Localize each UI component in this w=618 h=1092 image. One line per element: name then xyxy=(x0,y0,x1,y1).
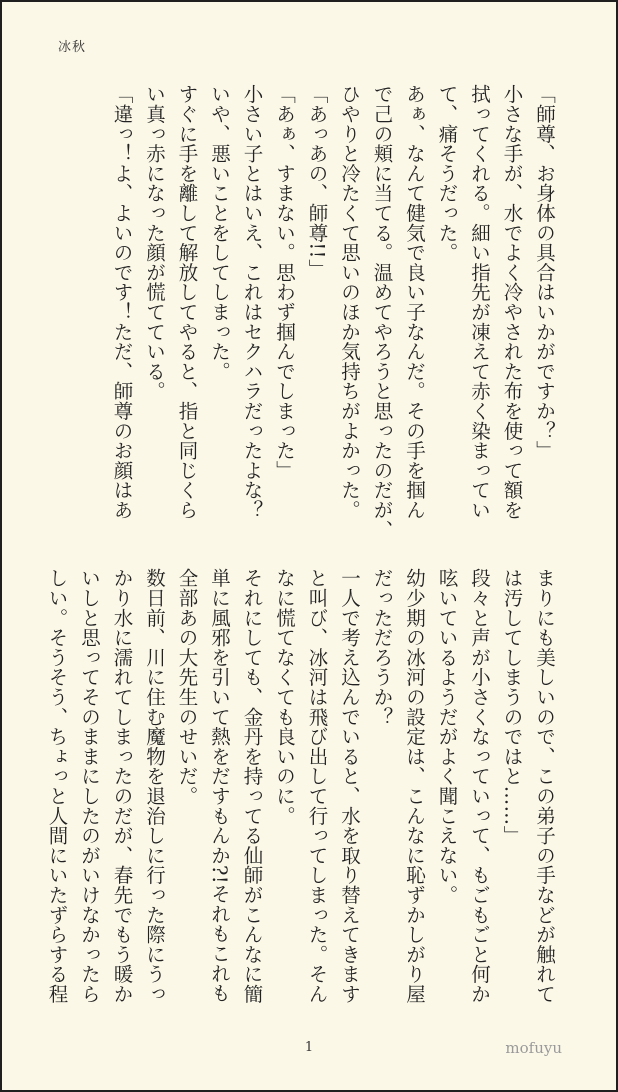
text-line: しい。そうそう、ちょっと人間にいたずらする程 xyxy=(45,568,69,1004)
text-line: いや、悪いことをしてしまった。 xyxy=(208,84,231,381)
text-line: それにしても、金丹を持ってる仙師がこんなに簡 xyxy=(240,568,264,1004)
text-line: 幼少期の冰河の設定は、こんなに恥ずかしがり屋 xyxy=(403,568,426,1004)
text-line: て、痛そうだった。 xyxy=(435,84,459,263)
text-block-bottom xyxy=(45,568,560,1004)
text-line: すぐに手を離して解放してやると、指と同じくら xyxy=(175,84,199,520)
text-line: だっただろうか？ xyxy=(370,568,394,727)
text-line: かり水に濡れてしまったのだが、春先でもう暖か xyxy=(110,568,134,1004)
text-line: いしと思ってそのままにしたのがいけなかったら xyxy=(78,568,101,1004)
text-line: 呟いているようだがよく聞こえない。 xyxy=(435,568,459,905)
text-line: まりにも美しいので、この弟子の手などが触れて xyxy=(533,568,556,1004)
text-line: 全部あの大先生のせいだ。 xyxy=(175,568,199,806)
header-title: 冰秋 xyxy=(58,40,87,55)
text-line: 「あぁ、すまない。思わず掴んでしまった」 xyxy=(273,84,296,480)
text-line: は汚してしまうのではと……」 xyxy=(500,568,524,846)
text-line: 「あっあの、師尊!!」 xyxy=(305,84,329,279)
text-line: 小さな手が、水でよく冷やされた布を使って額を xyxy=(500,84,524,520)
text-line: 数日前、川に住む魔物を退治しに行った際にうっ xyxy=(143,568,166,1004)
text-line: い真っ赤になった顔が慌てている。 xyxy=(143,84,166,401)
text-line: 「師尊、お身体の具合はいかがですか？」 xyxy=(533,84,556,461)
page-number: 1 xyxy=(304,1040,314,1055)
text-line: と叫び、冰河は飛び出して行ってしまった。そん xyxy=(305,568,329,1004)
text-line: 一人で考え込んでいると、水を取り替えてきます xyxy=(338,568,361,1004)
author-name: mofuyu xyxy=(505,1039,562,1057)
text-line: 単に風邪を引いて熱をだすもんか?!それもこれも xyxy=(208,568,231,1003)
text-line: 「違っ！よ、よいのです！ただ、師尊のお顔はあ xyxy=(110,84,134,520)
text-line: 小さい子とはいえ、これはセクハラだったよな？ xyxy=(240,84,264,520)
text-line: で己の頬に当てる。温めてやろうと思ったのだが、 xyxy=(370,84,394,540)
text-line: 段々と声が小さくなっていって、もごもごと何か xyxy=(468,568,491,1004)
text-line: なに慌てなくても良いのに。 xyxy=(273,568,296,826)
text-block-top xyxy=(54,84,560,540)
text-line: 拭ってくれる。細い指先が凍えて赤く染まってい xyxy=(468,84,491,520)
text-line: あぁ、なんて健気で良い子なんだ。その手を掴ん xyxy=(403,84,426,520)
text-line: ひやりと冷たくて思いのほか気持ちがよかった。 xyxy=(338,84,361,520)
